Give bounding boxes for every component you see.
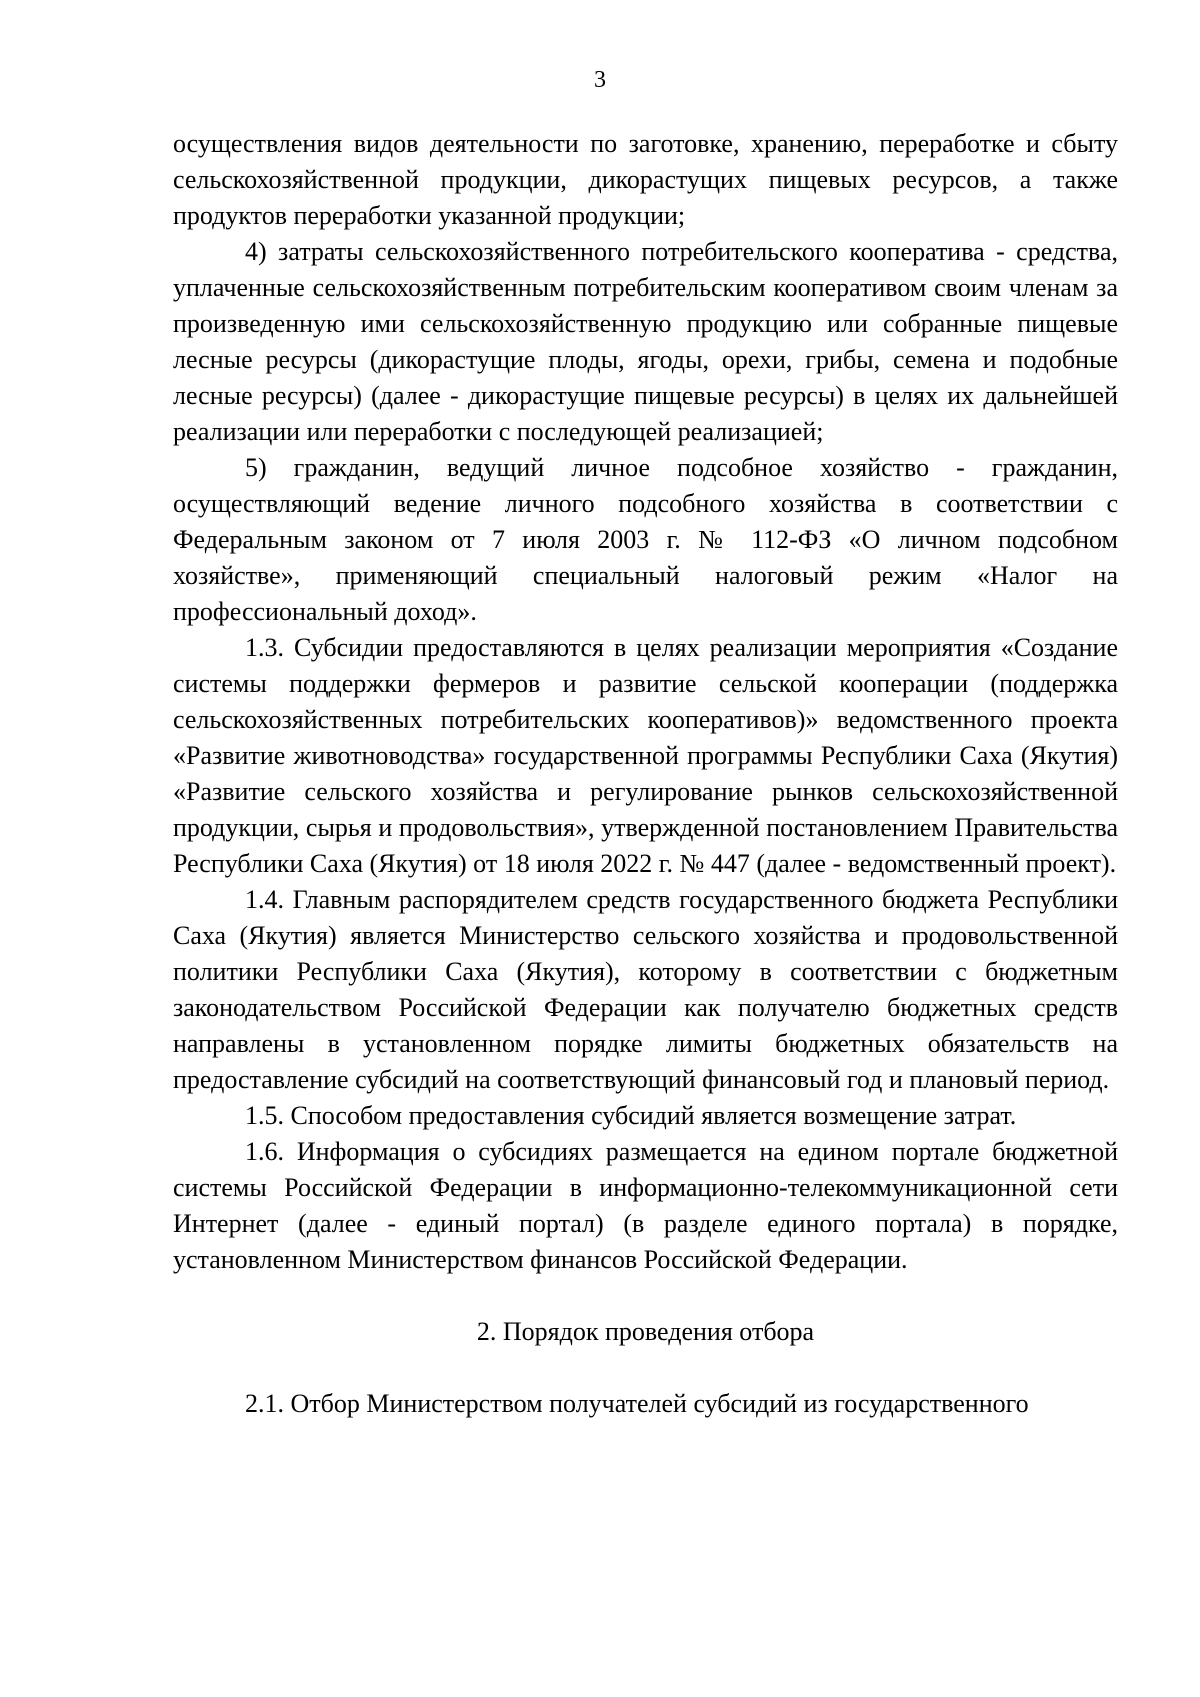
paragraph-2-1: 2.1. Отбор Министерством получателей субсидий из государственного <box>245 1389 1029 1418</box>
paragraph-1-3: 1.3. Субсидии предоставляются в целях реализации мероприятия «Создание системы поддержки фермеров и развитие сельской кооперации (поддержка сельскохозяйственных потребительских кооперативов)» ведомственного проекта «Развитие животноводства» государственной программы Республики Саха (Якутия) «Развитие сельского хозяйства и регулирование рынков сельскохозяйственной продукции, сырья и продовольствия», утвержденной постановлением Правительства Республики Саха (Якутия) от 18 июля 2022 г. № 447 (далее - ведомственный проект). <box>173 633 1118 878</box>
page-number: 3 <box>594 67 606 93</box>
paragraph-continuation: осуществления видов деятельности по заготовке, хранению, переработке и сбыту сельскохозяйственной продукции, дикорастущих пищевых ресурсов, а также продуктов переработки указанной продукции; <box>173 129 1118 230</box>
document-body <box>173 126 1118 1422</box>
paragraph-item-4: 4) затраты сельскохозяйственного потребительского кооператива - средства, уплаченные сельскохозяйственным потребительским кооперативом своим членам за произведенную ими сельскохозяйственную продукцию или собранные пищевые лесные ресурсы (дикорастущие плоды, ягоды, орехи, грибы, семена и подобные лесные ресурсы) (далее - дикорастущие пищевые ресурсы) в целях их дальнейшей реализации или переработки с последующей реализацией; <box>173 237 1118 446</box>
paragraph-item-5: 5) гражданин, ведущий личное подсобное хозяйство - гражданин, осуществляющий ведение личного подсобного хозяйства в соответствии с Федеральным законом от 7 июля 2003 г. № 112-ФЗ «О личном подсобном хозяйстве», применяющий специальный налоговый режим «Налог на профессиональный доход». <box>173 453 1118 626</box>
paragraph-1-5: 1.5. Способом предоставления субсидий является возмещение затрат. <box>245 1101 1017 1130</box>
section-heading: 2. Порядок проведения отбора <box>476 1317 815 1346</box>
paragraph-1-6: 1.6. Информация о субсидиях размещается на едином портале бюджетной системы Российской Федерации в информационно-телекоммуникационной сети Интернет (далее - единый портал) (в разделе единого портала) в порядке, установленном Министерством финансов Российской Федерации. <box>173 1137 1118 1274</box>
paragraph-1-4: 1.4. Главным распорядителем средств государственного бюджета Республики Саха (Якутия) является Министерство сельского хозяйства и продовольственной политики Республики Саха (Якутия), которому в соответствии с бюджетным законодательством Российской Федерации как получателю бюджетных средств направлены в установленном порядке лимиты бюджетных обязательств на предоставление субсидий на соответствующий финансовый год и плановый период. <box>173 885 1118 1094</box>
